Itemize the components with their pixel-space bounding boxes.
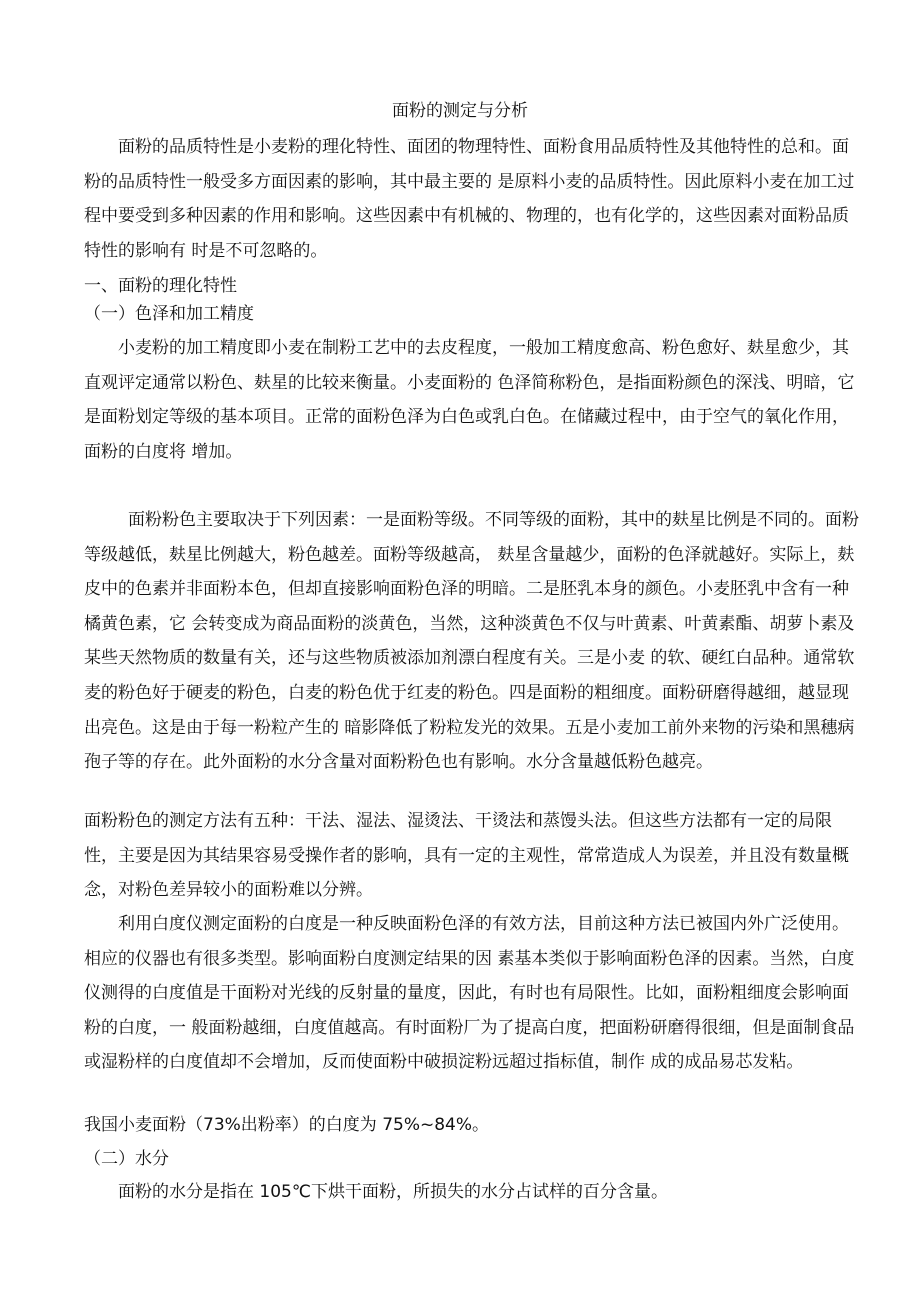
subsection-heading-moisture: （二）水分 <box>84 1149 169 1169</box>
paragraph-color-factors: 面粉粉色主要取决于下列因素：一是面粉等级。不同等级的面粉，其中的麸星比例是不同的。面粉等级越低，麸星比例越大，粉色越差。面粉等级越高， 麸星含量越少，面粉的色泽就越好。实际上，麸皮中的色素并非面粉本色，但却直接影响面粉色泽的明暗。二是胚乳本身的颜色。小麦胚乳中含有一种橘黄色素，它 会转变成为商品面粉的淡黄色，当然，这种淡黄色不仅与叶黄素、叶黄素酯、胡萝卜素及某些天然物质的数量有关，还与这些物质被添加剂漂白程度有关。三是小麦 的软、硬红白品种。通常软麦的粉色好于硬麦的粉色，白麦的粉色优于红麦的粉色。四是面粉的粗细度。面粉研磨得越细，越显现出亮色。这是由于每一粉粒产生的 暗影降低了粉粒发光的效果。五是小麦加工前外来物的污染和黑穗病孢子等的存在。此外面粉的水分含量对面粉粉色也有影响。水分含量越低粉色越亮。 <box>84 510 859 773</box>
paragraph-color-methods: 面粉粉色的测定方法有五种：干法、湿法、湿烫法、干烫法和蒸馒头法。但这些方法都有一定的局限性，主要是因为其结果容易受操作者的影响，具有一定的主观性，常常造成人为误差，并且没有数量概念，对粉色差异较小的面粉难以分辨。 <box>84 811 849 901</box>
section-heading-physicochemical: 一、面粉的理化特性 <box>84 276 237 296</box>
paragraph-whiteness-meter: 利用白度仪测定面粉的白度是一种反映面粉色泽的有效方法，目前这种方法已被国内外广泛使用。相应的仪器也有很多类型。影响面粉白度测定结果的因 素基本类似于影响面粉色泽的因素。当然，白度仪测得的白度值是干面粉对光线的反射量的量度，因此，有时也有局限性。比如，面粉粗细度会影响面粉的白度，一 般面粉越细，白度值越高。有时面粉厂为了提高白度，把面粉研磨得很细，但是面制食品或湿粉样的白度值却不会增加，反而使面粉中破损淀粉远超过指标值，制作 成的成品易芯发粘。 <box>84 914 855 1073</box>
paragraph-moisture: 面粉的水分是指在 105℃下烘干面粉，所损失的水分占试样的百分含量。 <box>118 1182 668 1202</box>
subsection-heading-color: （一）色泽和加工精度 <box>84 304 254 324</box>
document-title: 面粉的测定与分析 <box>392 101 528 121</box>
intro-paragraph: 面粉的品质特性是小麦粉的理化特性、面团的物理特性、面粉食用品质特性及其他特性的总和。面粉的品质特性一般受多方面因素的影响，其中最主要的 是原料小麦的品质特性。因此原料小麦在加工过程中要受到多种因素的作用和影响。这些因素中有机械的、物理的，也有化学的，这些因素对面粉品质特性的影响有 时是不可忽略的。 <box>84 137 855 261</box>
paragraph-processing-precision: 小麦粉的加工精度即小麦在制粉工艺中的去皮程度，一般加工精度愈高、粉色愈好、麸星愈少，其直观评定通常以粉色、麸星的比较来衡量。小麦面粉的 色泽简称粉色，是指面粉颜色的深浅、明暗，它是面粉划定等级的基本项目。正常的面粉色泽为白色或乳白色。在储藏过程中，由于空气的氧化作用，面粉的白度将 增加。 <box>84 338 855 462</box>
paragraph-whiteness-range: 我国小麦面粉（73%出粉率）的白度为 75%~84%。 <box>84 1115 490 1135</box>
